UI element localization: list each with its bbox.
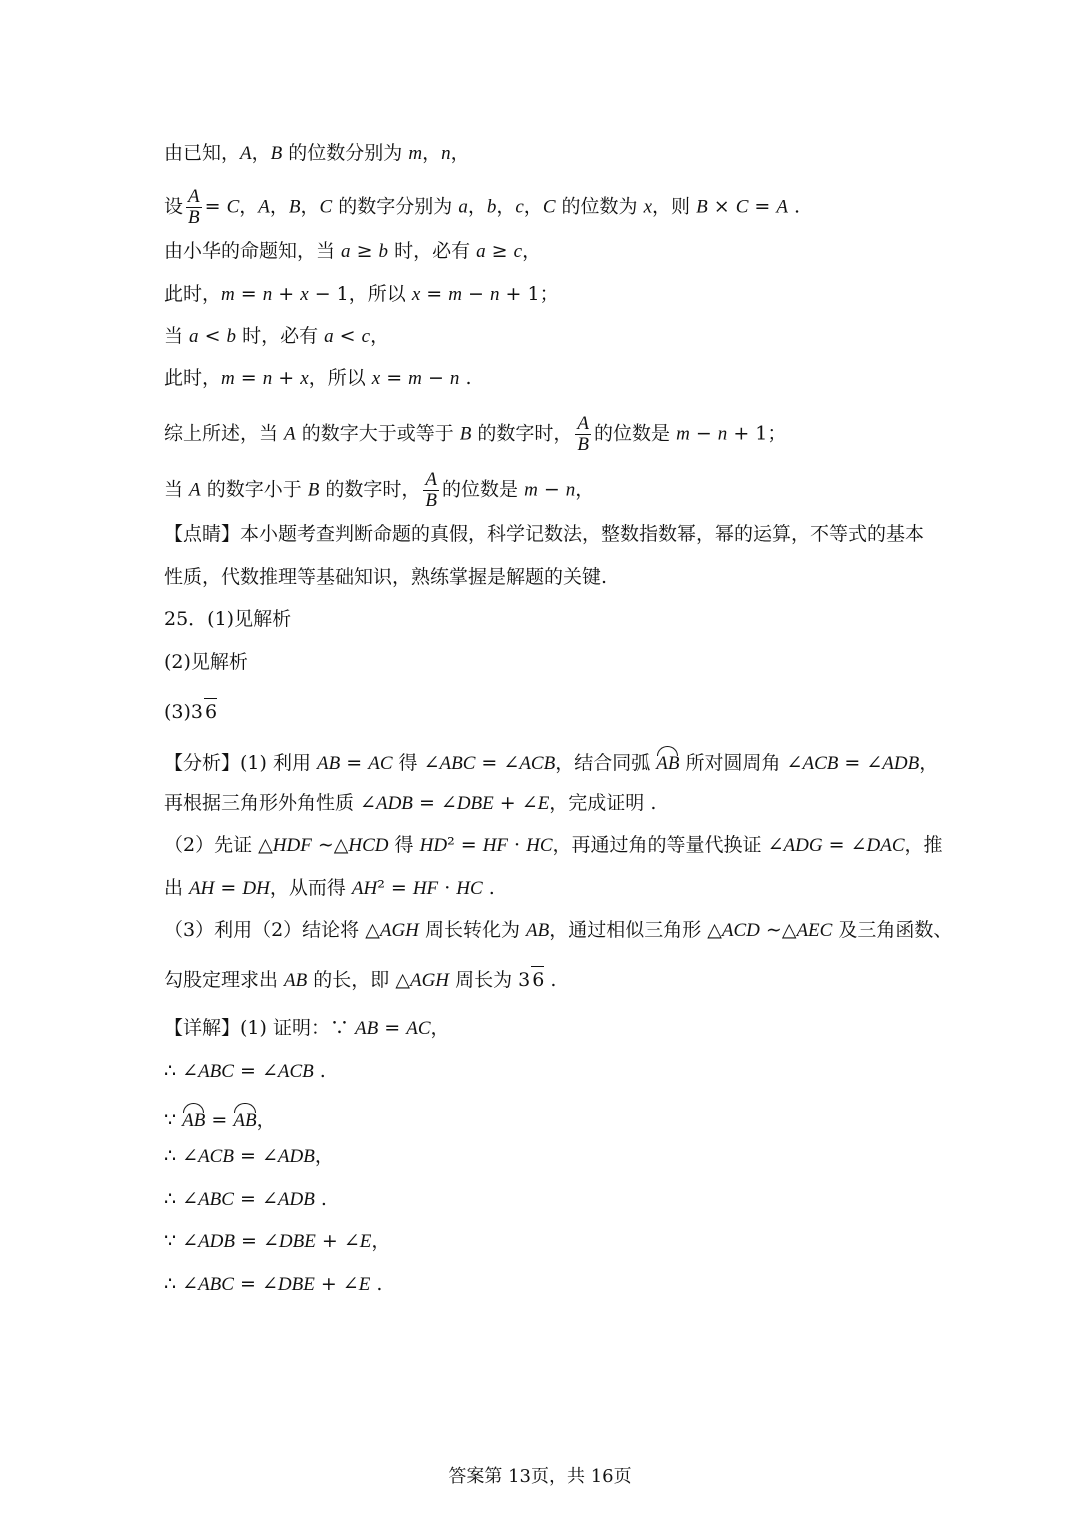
text-line: ∵ ∠ADB = ∠DBE + ∠E， [164, 1230, 391, 1252]
text-line: （3）利用（2）结论将 △AGH 周长转化为 AB，通过相似三角形 △ACD ∼△AEC 及三角函数、 [164, 919, 953, 941]
text-line: 【分析】(1) 利用 AB = AC 得 ∠ABC = ∠ACB，结合同弧 AB 所对圆周角 ∠ACB = ∠ADB， [164, 747, 938, 777]
text-line: 当 A 的数字小于 B 的数字时， $\frac{A}{B}$ 的位数是 m − n， [164, 469, 595, 511]
text-line: 出 AH = DH，从而得 AH² = HF · HC . [164, 877, 495, 899]
text-line: ∴ ∠ABC = ∠DBE + ∠E . [164, 1273, 383, 1295]
text-line: 由已知，A，B 的位数分别为 m，n， [164, 142, 470, 164]
text-line: ∵ AB = AB， [164, 1104, 276, 1134]
text-line: ∴ ∠ABC = ∠ACB . [164, 1060, 326, 1082]
text-line: ∴ ∠ACB = ∠ADB， [164, 1145, 334, 1167]
text-line: 【详解】(1) 证明：∵ AB = AC， [164, 1017, 450, 1039]
text-line: (2)见解析 [164, 651, 248, 673]
text-line: 【点睛】本小题考查判断命题的真假，科学记数法，整数指数幂，幂的运算，不等式的基本 [164, 523, 925, 545]
text-line: (3)3 6 [164, 698, 217, 725]
text-line: （2）先证 △HDF ∼△HCD 得 HD² = HF · HC，再通过角的等量代换证 ∠ADG = ∠DAC，推 [164, 834, 943, 856]
text-line: 此时，m = n + x，所以 x = m − n . [164, 367, 472, 389]
page-footer: 答案第 13页，共 16页 [448, 1466, 632, 1487]
text-line: 设 $\frac{A}{B}$ = C，A，B，C 的数字分别为 a，b，c，C 的位数为 x，则 B × C = A . [164, 186, 801, 228]
text-line: 当 a < b 时，必有 a < c， [164, 325, 390, 347]
text-line: 综上所述，当 A 的数字大于或等于 B 的数字时， $\frac{A}{B}$ 的位数是 m − n + 1； [164, 413, 787, 455]
text-line: 性质，代数推理等基础知识，熟练掌握是解题的关键. [164, 566, 608, 588]
text-line: 此时，m = n + x − 1，所以 x = m − n + 1； [164, 283, 559, 305]
text-line: 25．(1)见解析 [164, 608, 292, 630]
text-line: 再根据三角形外角性质 ∠ADB = ∠DBE + ∠E，完成证明 . [164, 792, 657, 814]
text-line: 勾股定理求出 AB 的长，即 △AGH 周长为 3 6 . [164, 966, 556, 994]
text-line: ∴ ∠ABC = ∠ADB . [164, 1188, 327, 1210]
text-line: 由小华的命题知，当 a ≥ b 时，必有 a ≥ c， [164, 240, 542, 262]
